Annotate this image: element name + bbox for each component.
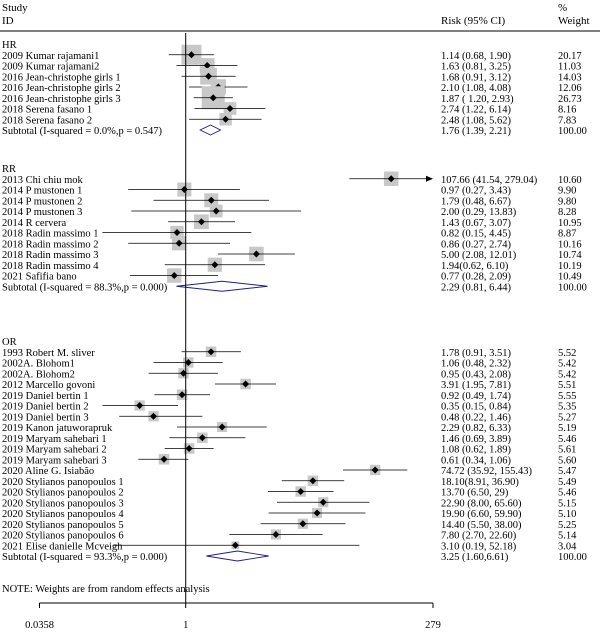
study-label: 2016 Jean-christophe girls 3	[2, 93, 121, 105]
weight-value: 20.17	[558, 50, 582, 62]
ci-value: 0.97 (0.27, 3.43)	[441, 185, 511, 197]
weight-value: 5.55	[558, 390, 577, 402]
ci-value: 0.95 (0.43, 2.08)	[441, 369, 511, 381]
study-label: 2009 Kumar rajamani1	[2, 50, 100, 62]
ci-value: 107.66 (41.54, 279.04)	[441, 174, 538, 186]
study-label: 2019 Daniel bertin 1	[2, 390, 89, 402]
ci-value: 1.68 (0.91, 3.12)	[441, 72, 511, 84]
subtotal-ci-value: 2.29 (0.81, 6.44)	[441, 282, 511, 294]
weight-value: 5.61	[558, 444, 577, 456]
study-label: 2013 Chi chiu mok	[2, 174, 83, 186]
weight-value: 10.16	[558, 239, 582, 251]
weight-value: 5.42	[558, 369, 577, 381]
study-label: 2019 Maryam sahebari 2	[2, 444, 107, 456]
ci-value: 14.40 (5.50, 38.00)	[441, 519, 522, 531]
weight-value: 8.16	[558, 104, 577, 116]
ci-value: 0.92 (0.49, 1.74)	[441, 390, 511, 402]
weight-value: 5.49	[558, 476, 577, 488]
weight-value: 5.51	[558, 380, 577, 391]
study-label: 2002A. Blohom2	[2, 369, 75, 381]
study-label: 2019 Daniel bertin 3	[2, 412, 89, 424]
header-weight-label: Weight	[558, 15, 590, 27]
weight-value: 10.49	[558, 271, 582, 283]
weight-value: 14.03	[558, 72, 582, 84]
study-label: 2019 Maryam sahebari 1	[2, 433, 107, 445]
x-tick-label: 1	[183, 620, 189, 631]
ci-value: 2.74 (1.22, 6.14)	[441, 104, 511, 116]
weight-value: 11.03	[558, 61, 582, 73]
study-label: 2018 Serena fasano 2	[2, 115, 93, 127]
ci-clip-arrow	[426, 176, 433, 182]
weight-value: 10.74	[558, 250, 582, 261]
header-percent-label: %	[558, 2, 568, 14]
header-id-label: ID	[2, 15, 14, 27]
weight-value: 5.46	[558, 487, 577, 499]
weight-value: 5.60	[558, 455, 577, 467]
ci-value: 0.48 (0.22, 1.46)	[441, 412, 511, 424]
study-label: 2018 Radin massimo 4	[2, 260, 99, 272]
header-study-label: Study	[2, 2, 28, 14]
ci-value: 1.43 (0.67, 3.07)	[441, 217, 511, 229]
weight-value: 5.42	[558, 358, 577, 370]
ci-value: 1.79 (0.48, 6.67)	[441, 196, 511, 208]
weight-value: 3.04	[558, 541, 577, 553]
ci-value: 7.80 (2.70, 22.60)	[441, 530, 517, 542]
ci-value: 1.78 (0.91, 3.51)	[441, 347, 511, 359]
ci-value: 5.00 (2.08, 12.01)	[441, 250, 517, 261]
weight-value: 5.15	[558, 498, 577, 510]
study-label: 2019 Kanon jatuworapruk	[2, 423, 113, 434]
rows-layer	[2, 40, 587, 563]
subtotal-weight-value: 100.00	[558, 552, 587, 563]
ci-value: 3.10 (0.19, 52.18)	[441, 541, 517, 553]
study-label: 2018 Radin massimo 3	[2, 250, 99, 261]
subtotal-weight-value: 100.00	[558, 282, 587, 294]
study-label: 2014 R cervera	[2, 217, 67, 229]
ci-value: 1.08 (0.62, 1.89)	[441, 444, 511, 456]
ci-value: 2.00 (0.29, 13.83)	[441, 207, 517, 218]
study-label: 2020 Stylianos panopoulos 1	[2, 476, 124, 488]
weight-value: 5.19	[558, 423, 577, 434]
study-label: 2018 Radin massimo 1	[2, 228, 99, 240]
ci-value: 0.35 (0.15, 0.84)	[441, 401, 511, 413]
study-label: 1993 Robert M. sliver	[2, 347, 95, 359]
header	[2, 2, 590, 27]
ci-value: 0.86 (0.27, 2.74)	[441, 239, 511, 251]
study-label: 2020 Aline G. Isiabão	[2, 466, 95, 477]
weight-value: 8.87	[558, 228, 577, 240]
subtotal-ci-value: 1.76 (1.39, 2.21)	[441, 126, 511, 137]
study-label: 2014 P mustonen 2	[2, 196, 83, 208]
weight-value: 9.80	[558, 196, 577, 208]
x-tick-label: 279	[425, 620, 441, 631]
ci-value: 22.90 (8.00, 65.60)	[441, 498, 522, 510]
subtotal-ci-value: 3.25 (1.60,6.61)	[441, 552, 509, 563]
weight-value: 10.19	[558, 260, 582, 272]
ci-value: 3.91 (1.95, 7.81)	[441, 380, 511, 391]
subtotal-label: Subtotal (I-squared = 88.3%,p = 0.000)	[2, 282, 168, 294]
ci-value: 2.10 (1.08, 4.08)	[441, 83, 511, 94]
study-label: 2021 Safifia bano	[2, 271, 77, 283]
group-label: OR	[2, 337, 17, 348]
weight-value: 8.28	[558, 207, 577, 218]
study-label: 2014 P mustonen 1	[2, 185, 83, 197]
study-label: 2018 Serena fasano 1	[2, 104, 93, 116]
weight-value: 5.14	[558, 530, 577, 542]
subtotal-weight-value: 100.00	[558, 126, 587, 137]
subtotal-diamond	[206, 551, 268, 561]
study-label: 2020 Stylianos panopoulos 4	[2, 509, 124, 520]
ci-value: 1.63 (0.81, 3.25)	[441, 61, 511, 73]
weight-value: 7.83	[558, 115, 577, 127]
study-label: 2021 Elise danielle Mcveigh	[2, 541, 123, 553]
study-label: 2002A. Blohom1	[2, 358, 75, 370]
study-label: 2019 Maryam sahebari 3	[2, 455, 107, 467]
study-label: 2016 Jean-christophe girls 2	[2, 83, 121, 94]
study-label: 2018 Radin massimo 2	[2, 239, 99, 251]
ci-value: 1.14 (0.68, 1.90)	[441, 50, 511, 62]
study-label: 2020 Stylianos panopoulos 2	[2, 487, 124, 499]
ci-value: 74.72 (35.92, 155.43)	[441, 466, 532, 477]
study-label: 2012 Marcello govoni	[2, 380, 96, 391]
ci-value: 2.29 (0.82, 6.33)	[441, 423, 511, 434]
study-label: 2020 Stylianos panopoulos 3	[2, 498, 124, 510]
ci-value: 0.61 (0.34, 1.06)	[441, 455, 511, 467]
ci-value: 2.48 (1.08, 5.62)	[441, 115, 511, 127]
study-label: 2014 P mustonen 3	[2, 207, 83, 218]
ci-value: 1.94(0.62, 6.10)	[441, 260, 509, 272]
ci-value: 19.90 (6.60, 59.90)	[441, 509, 522, 520]
weight-value: 5.10	[558, 509, 577, 520]
ci-value: 1.06 (0.48, 2.32)	[441, 358, 511, 370]
ci-value: 18.10(8.91, 36.90)	[441, 476, 519, 488]
subtotal-label: Subtotal (I-squared = 0.0%,p = 0.547)	[2, 126, 162, 137]
weight-value: 26.73	[558, 93, 582, 105]
weight-value: 9.90	[558, 185, 577, 197]
ci-value: 0.77 (0.28, 2.09)	[441, 271, 511, 283]
weight-value: 10.60	[558, 174, 582, 186]
weight-value: 5.27	[558, 412, 577, 424]
weight-value: 10.95	[558, 217, 582, 229]
weight-value: 12.06	[558, 83, 582, 94]
ci-value: 1.87 ( 1.20, 2.93)	[441, 93, 514, 105]
study-label: 2020 Stylianos panopoulos 5	[2, 519, 124, 531]
group-label: HR	[2, 40, 17, 51]
header-risk-label: Risk (95% CI)	[441, 15, 506, 27]
subtotal-label: Subtotal (I-squared = 93.3%,p = 0.000)	[2, 552, 168, 563]
ci-value: 0.82 (0.15, 4.45)	[441, 228, 511, 240]
weight-value: 5.46	[558, 433, 577, 445]
weight-value: 5.47	[558, 466, 577, 477]
study-label: 2020 Stylianos panopoulos 6	[2, 530, 124, 542]
footnote: NOTE: Weights are from random effects analysis	[2, 584, 210, 595]
ci-value: 13.70 (6.50, 29)	[441, 487, 509, 499]
study-label: 2016 Jean-christophe girls 1	[2, 72, 121, 84]
subtotal-diamond	[200, 125, 220, 135]
weight-value: 5.25	[558, 519, 577, 531]
study-label: 2009 Kumar rajamani2	[2, 61, 100, 73]
group-label: RR	[2, 164, 17, 175]
study-label: 2019 Daniel bertin 2	[2, 401, 89, 413]
ci-value: 1.46 (0.69, 3.89)	[441, 433, 511, 445]
weight-value: 5.52	[558, 347, 577, 359]
subtotal-diamond	[176, 281, 267, 291]
x-tick-label: 0.0358	[25, 620, 54, 631]
weight-value: 5.35	[558, 401, 577, 413]
